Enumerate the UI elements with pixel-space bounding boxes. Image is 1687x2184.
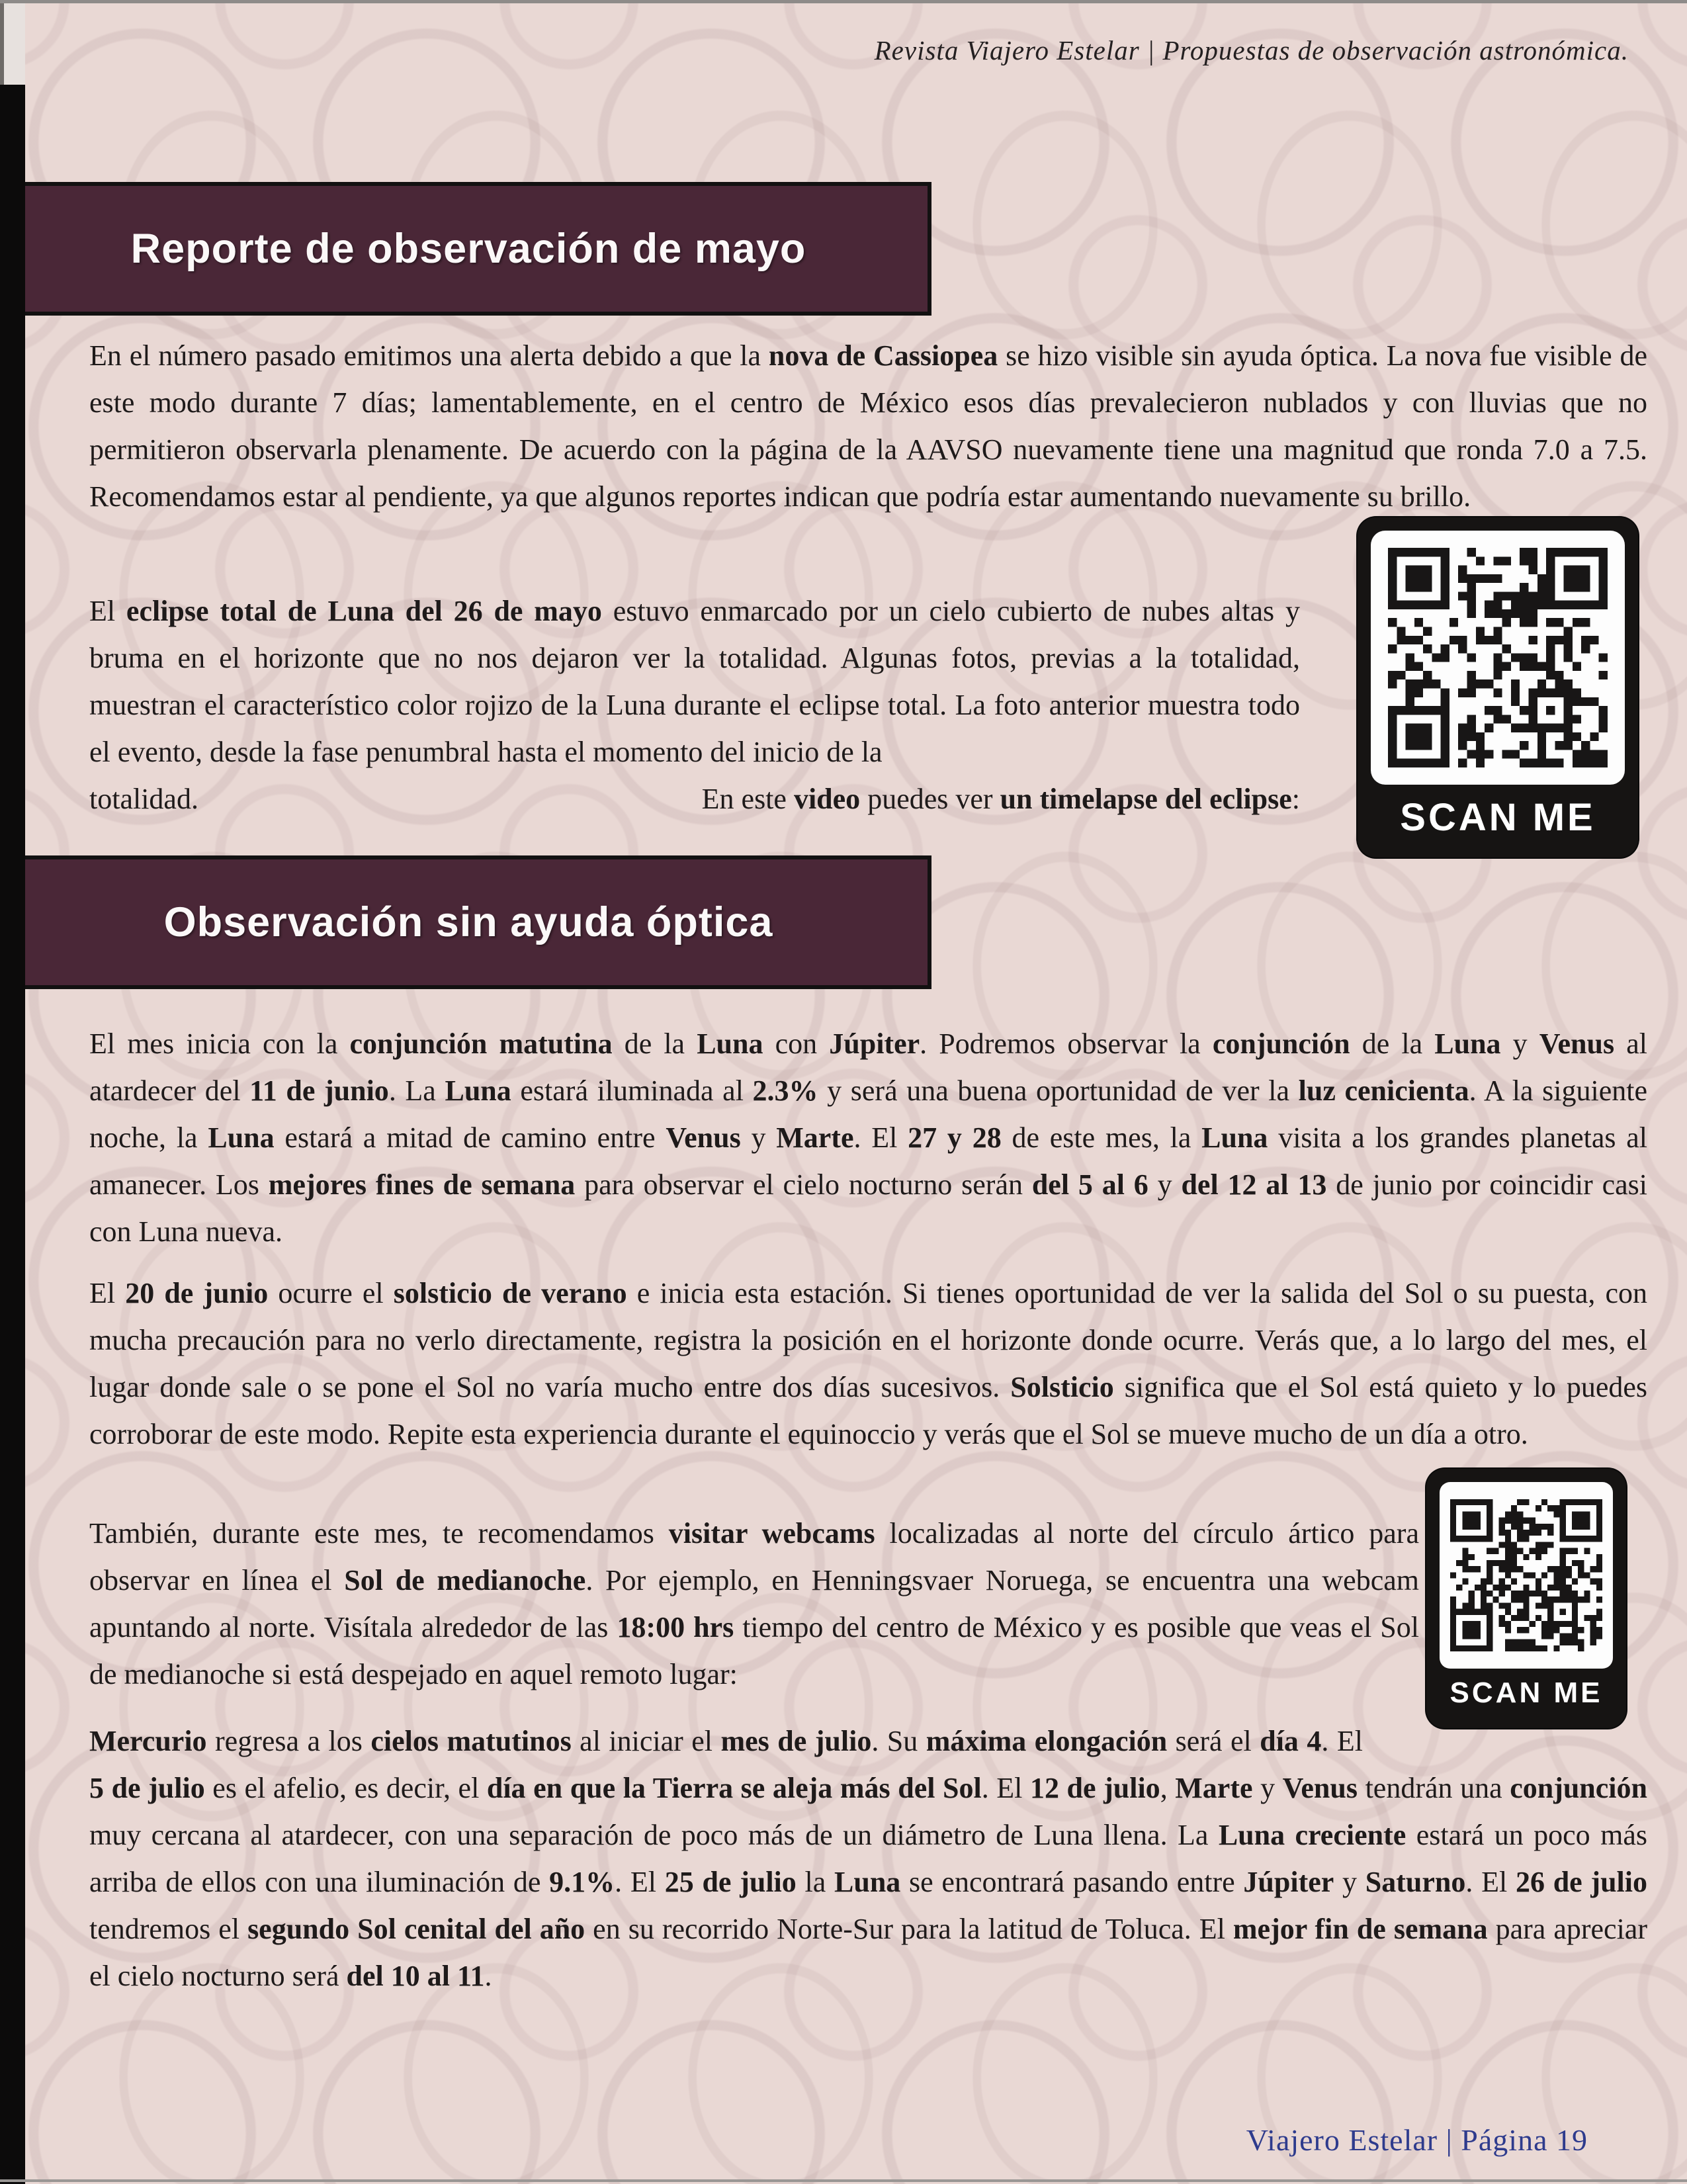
paragraph-midnight-sun-webcams: También, durante este mes, te recomendamos visitar webcams localizadas al norte del círculo ártico para observar en línea el Sol de medianoche. Por ejemplo, en Henningsvaer Noruega, se encuentra una webcam apuntando al norte. Visítala alrededor de las 18:00 hrs tiempo del centro de México y es posible que veas el Sol de medianoche si está despejado en aquel remoto lugar: bbox=[89, 1517, 1419, 1690]
paragraph-summer-solstice: El 20 de junio ocurre el solsticio de verano e inicia esta estación. Si tienes oportunidad de ver la salida del Sol o su puesta, con mucha precaución para no verlo directamente, registra la posición en el horizonte donde ocurre. Verás que, a lo largo del mes, el lugar donde sale o se pone el Sol no varía mucho entre dos días sucesivos. Solsticio significa que el Sol está quieto y lo puedes corroborar de este modo. Repite esta experiencia durante el equinoccio y verás que el Sol se mueve mucho de un día a otro. bbox=[89, 1277, 1647, 1450]
paragraph-june-conjunctions: El mes inicia con la conjunción matutina de la Luna con Júpiter. Podremos observar la conjunción de la Luna y Venus al atardecer del 11 de junio. La Luna estará iluminada al 2.3% y será una buena oportunidad de ver la luz cenicienta. A la siguiente noche, la Luna estará a mitad de camino entre Venus y Marte. El 27 y 28 de este mes, la Luna visita a los grandes planetas al amanecer. Los mejores fines de semana para observar el cielo nocturno serán del 5 al 6 y del 12 al 13 de junio por coincidir casi con Luna nueva. bbox=[89, 1027, 1647, 1248]
paragraph-lunar-eclipse bbox=[89, 588, 1300, 822]
paragraph-july-preview bbox=[89, 1718, 1647, 2046]
page-left-top-corner bbox=[0, 0, 25, 85]
qr-code-frame bbox=[1371, 531, 1625, 785]
scan-gutter-bar bbox=[0, 85, 25, 2184]
section-banner-naked-eye bbox=[5, 855, 931, 989]
paragraph-nova-cassiopea: En el número pasado emitimos una alerta debido a que la nova de Cassiopea se hizo visible sin ayuda óptica. La nova fue visible de este modo durante 7 días; lamentablemente, en el centro de México esos días prevalecieron nublados y con lluvias que no permitieron observarla plenamente. De acuerdo con la página de la AAVSO nuevamente tiene una magnitud que ronda 7.0 a 7.5. Recomendamos estar al pendiente, ya que algunos reportes indican que podría estar aumentando nuevamente su brillo. bbox=[89, 339, 1647, 513]
qr-code-frame bbox=[1440, 1482, 1613, 1669]
page-bottom-edge-line bbox=[0, 2179, 1687, 2182]
scan-me-label: SCAN ME bbox=[1400, 796, 1596, 839]
page-top-edge-line bbox=[0, 0, 1687, 3]
qr-code-image bbox=[1388, 548, 1608, 767]
section-banner-label: Reporte de observación de mayo bbox=[130, 226, 806, 272]
page-footer: Viajero Estelar | Página 19 bbox=[1246, 2123, 1588, 2157]
paragraph-lunar-eclipse-body: El eclipse total de Luna del 26 de mayo estuvo enmarcado por un cielo cubierto de nubes altas y bruma en el horizonte que no nos dejaron ver la totalidad. Algunas fotos, previas a la totalidad, muestran el característico color rojizo de la Luna durante el eclipse total. La foto anterior muestra todo el evento, desde la fase penumbral hasta el momento del inicio de la bbox=[89, 595, 1300, 768]
lastline-right: En este video puedes ver un timelapse del eclipse: bbox=[701, 783, 1300, 815]
qr-code-image bbox=[1450, 1493, 1602, 1658]
qr-block-webcam-link bbox=[1426, 1469, 1626, 1728]
section-banner-label: Observación sin ayuda óptica bbox=[163, 899, 773, 945]
paragraph-july-preview-body: Mercurio regresa a los cielos matutinos al iniciar el mes de julio. Su máxima elongación será el día 4. El 5 de julio es el afelio, es decir, el día en que la Tierra se aleja más del Sol. El 12 de julio, Marte y Venus tendrán una conjunción muy cercana al atardecer, con una separación de poco más de un diámetro de Luna llena. La Luna creciente estará un poco más arriba de ellos con una iluminación de 9.1%. El 25 de julio la Luna se encontrará pasando entre Júpiter y Saturno. El 26 de julio tendremos el segundo Sol cenital del año en su recorrido Norte-Sur para la latitud de Toluca. El mejor fin de semana para apreciar el cielo nocturno será del 10 al 11. bbox=[89, 1725, 1647, 1992]
running-head: Revista Viajero Estelar | Propuestas de observación astronómica. bbox=[874, 35, 1629, 66]
lastline-left: totalidad. bbox=[89, 783, 198, 815]
scan-me-label: SCAN ME bbox=[1449, 1677, 1603, 1709]
section-banner-may-report bbox=[5, 182, 931, 316]
paragraph-lunar-eclipse-lastline bbox=[89, 775, 1300, 822]
qr-block-eclipse-video bbox=[1358, 517, 1638, 857]
